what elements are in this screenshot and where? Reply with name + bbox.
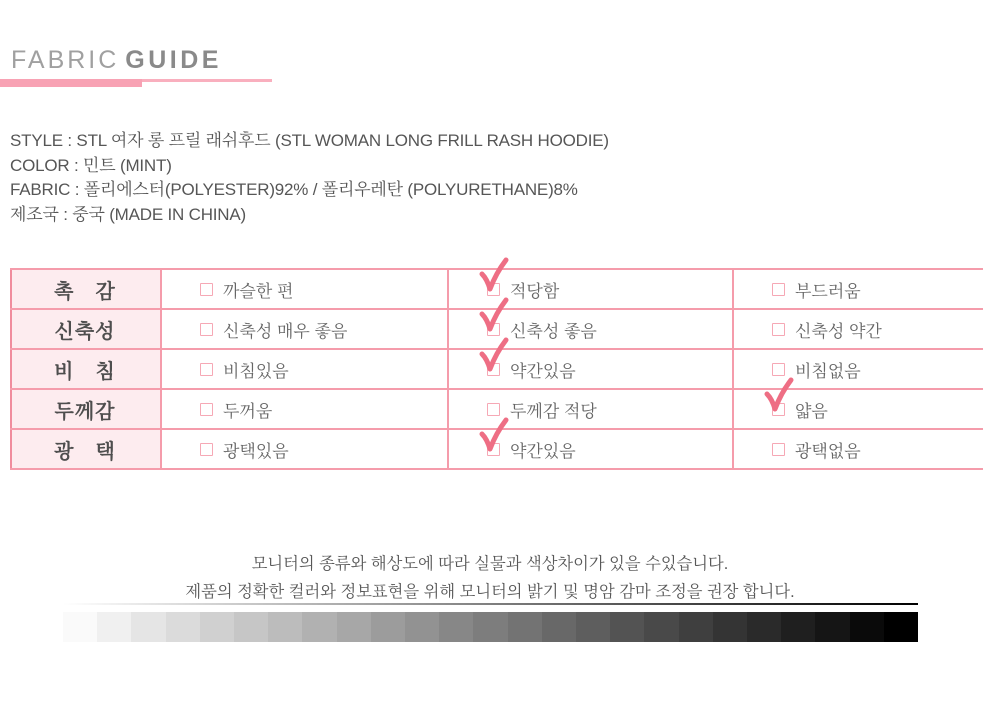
page-title [11, 46, 222, 75]
option-cell [160, 430, 447, 468]
option-cell [732, 390, 983, 428]
option-cell [447, 270, 732, 308]
option-label: 까슬한 편 [223, 281, 294, 301]
table-row [10, 390, 983, 430]
option-label: 얇음 [795, 401, 828, 421]
grayscale-step [63, 612, 97, 642]
checkbox-icon [772, 323, 785, 336]
option-label: 비침있음 [223, 361, 289, 381]
table-divider [732, 310, 734, 348]
table-divider [447, 270, 449, 308]
checkbox-icon [772, 363, 785, 376]
title-underline-thick [0, 79, 142, 87]
table-divider [447, 310, 449, 348]
product-style-line: STYLE : STL 여자 롱 프릴 래쉬후드 (STL WOMAN LONG FRILL RASH HOODIE) [10, 131, 609, 150]
option-label: 두꺼움 [223, 401, 273, 421]
option-label: 신축성 매우 좋음 [223, 321, 348, 341]
option-label: 약간있음 [510, 441, 576, 461]
option-label: 광택없음 [795, 441, 861, 461]
row-label-text: 촉 감 [54, 280, 116, 303]
checkbox-icon [200, 403, 213, 416]
grayscale-step [166, 612, 200, 642]
table-divider [447, 390, 449, 428]
checkbox-icon [200, 443, 213, 456]
table-border-left [10, 390, 12, 428]
table-divider [447, 350, 449, 388]
row-label [10, 270, 160, 308]
checkbox-icon [772, 403, 785, 416]
grayscale-step [576, 612, 610, 642]
grayscale-step [439, 612, 473, 642]
fabric-guide-table [10, 268, 983, 470]
product-origin-line: 제조국 : 중국 (MADE IN CHINA) [10, 204, 246, 224]
row-label [10, 390, 160, 428]
table-divider [160, 390, 162, 428]
table-border-left [10, 430, 12, 468]
checkbox-icon [487, 363, 500, 376]
grayscale-step [405, 612, 439, 642]
option-cell [447, 390, 732, 428]
table-divider [160, 310, 162, 348]
table-border-left [10, 310, 12, 348]
grayscale-step [884, 612, 918, 642]
monitor-notice [0, 551, 980, 606]
row-label [10, 430, 160, 468]
grayscale-step [644, 612, 678, 642]
table-divider [160, 270, 162, 308]
table-divider [732, 390, 734, 428]
option-cell [732, 430, 983, 468]
page-title-bold: GUIDE [125, 46, 222, 74]
product-fabric-line: FABRIC : 폴리에스터(POLYESTER)92% / 폴리우레탄 (POLYURETHANE)8% [10, 180, 578, 199]
option-cell [732, 310, 983, 348]
option-label: 적당함 [510, 281, 560, 301]
table-border-left [10, 350, 12, 388]
grayscale-step [473, 612, 507, 642]
grayscale-step [610, 612, 644, 642]
option-cell [447, 310, 732, 348]
row-label-text: 두께감 [54, 400, 116, 423]
option-cell [160, 270, 447, 308]
table-divider [732, 270, 734, 308]
option-label: 약간있음 [510, 361, 576, 381]
grayscale-step [713, 612, 747, 642]
checkbox-icon [487, 403, 500, 416]
grayscale-step [268, 612, 302, 642]
row-label [10, 350, 160, 388]
option-cell [160, 310, 447, 348]
page-title-light: FABRIC [11, 46, 120, 74]
monitor-notice-line2: 제품의 정확한 컬러와 정보표현을 위해 모니터의 밝기 및 명암 감마 조정을 권장 합니다. [185, 582, 795, 601]
table-divider [160, 430, 162, 468]
option-cell [732, 350, 983, 388]
product-color-line: COLOR : 민트 (MINT) [10, 155, 172, 175]
table-divider [732, 430, 734, 468]
grayscale-step [747, 612, 781, 642]
checkbox-icon [487, 443, 500, 456]
checkbox-icon [487, 283, 500, 296]
option-label: 신축성 좋음 [510, 321, 597, 341]
table-row [10, 350, 983, 390]
table-border-left [10, 270, 12, 308]
checkbox-icon [772, 283, 785, 296]
checkbox-icon [200, 363, 213, 376]
grayscale-step [234, 612, 268, 642]
option-cell [447, 430, 732, 468]
option-label: 신축성 약간 [795, 321, 882, 341]
grayscale-step [508, 612, 542, 642]
option-label: 비침없음 [795, 361, 861, 381]
grayscale-step [850, 612, 884, 642]
grayscale-step [679, 612, 713, 642]
row-label-text: 광 택 [54, 440, 116, 463]
checkbox-icon [200, 283, 213, 296]
option-cell [447, 350, 732, 388]
grayscale-step [781, 612, 815, 642]
table-row [10, 310, 983, 350]
option-label: 부드러움 [795, 281, 861, 301]
grayscale-step [97, 612, 131, 642]
grayscale-step [542, 612, 576, 642]
option-label: 광택있음 [223, 441, 289, 461]
product-info [10, 129, 609, 227]
option-cell [732, 270, 983, 308]
row-label-text: 신축성 [54, 320, 116, 343]
checkbox-icon [772, 443, 785, 456]
row-label-text: 비 침 [54, 360, 116, 383]
checkbox-icon [487, 323, 500, 336]
grayscale-step [371, 612, 405, 642]
grayscale-step [337, 612, 371, 642]
table-divider [447, 430, 449, 468]
monitor-notice-line1: 모니터의 종류와 해상도에 따라 실물과 색상차이가 있을 수있습니다. [251, 555, 729, 573]
row-label [10, 310, 160, 348]
option-cell [160, 390, 447, 428]
grayscale-calibration-bar [63, 612, 918, 642]
table-row [10, 430, 983, 470]
option-cell [160, 350, 447, 388]
grayscale-step [815, 612, 849, 642]
grayscale-step [200, 612, 234, 642]
grayscale-step [302, 612, 336, 642]
option-label: 두께감 적당 [510, 401, 597, 421]
grayscale-topline [63, 603, 918, 605]
table-row [10, 270, 983, 310]
checkbox-icon [200, 323, 213, 336]
grayscale-step [131, 612, 165, 642]
table-divider [732, 350, 734, 388]
table-divider [160, 350, 162, 388]
